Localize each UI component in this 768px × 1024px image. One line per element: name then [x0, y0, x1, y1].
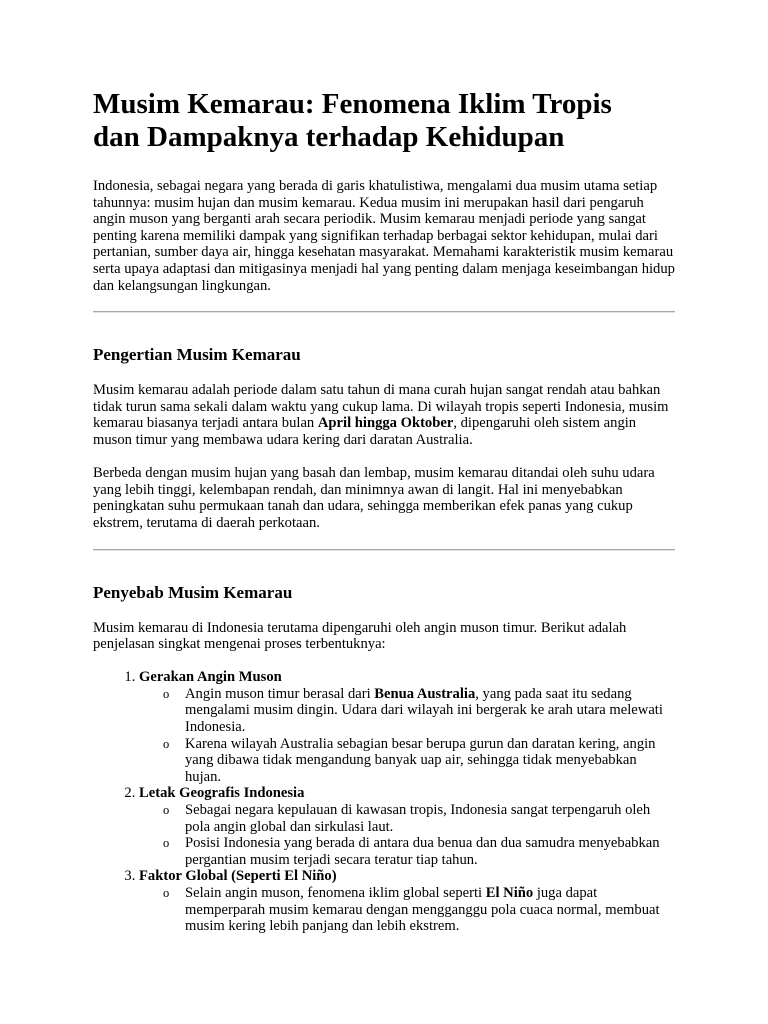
cause-point: o Sebagai negara kepulauan di kawasan tropis, Indonesia sangat terpengaruh oleh pola angin global dan sirkulasi laut. — [185, 802, 675, 835]
cause-point — [185, 885, 675, 935]
cause-point: o Karena wilayah Australia sebagian besar berupa gurun dan daratan kering, angin yang dibawa tidak mengandung banyak uap air, sehingga tidak menyebabkan hujan. — [185, 736, 675, 786]
page-title — [93, 88, 675, 154]
cause-point-text-before: Selain angin muson, fenomena iklim global seperti — [185, 885, 486, 901]
pengertian-paragraph-1 — [93, 382, 675, 448]
penyebab-paragraph-1: Musim kemarau di Indonesia terutama dipengaruhi oleh angin muson timur. Berikut adalah penjelasan singkat mengenai proses terbentuknya: — [93, 619, 627, 653]
pengertian-text-after: , dipengaruhi oleh sistem angin muson timur yang membawa udara kering dari daratan Australia. — [93, 415, 637, 448]
causes-list — [93, 669, 675, 935]
page-title-line-1: Musim Kemarau: Fenomena Iklim Tropis — [93, 88, 612, 120]
cause-points — [139, 802, 675, 868]
pengertian-text-before: Musim kemarau adalah periode dalam satu tahun di mana curah hujan sangat rendah atau bahkan tidak turun sama sekali dalam waktu yang cukup lama. Di wilayah tropis seperti Indonesia, musim kemarau biasanya terjadi antara bulan — [93, 382, 669, 432]
section-divider — [93, 311, 675, 313]
pengertian-paragraph-2: Berbeda dengan musim hujan yang basah dan lembap, musim kemarau ditandai oleh suhu udara yang lebih tinggi, kelembapan rendah, dan minimnya awan di langit. Hal ini menyebabkan peningkatan suhu permukaan tanah dan udara, sehingga memberikan efek panas yang cukup ekstrem, terutama di daerah perkotaan. — [93, 465, 655, 531]
cause-title: Letak Geografis Indonesia — [139, 785, 305, 802]
cause-title: Gerakan Angin Muson — [139, 669, 282, 686]
section-heading-pengertian: Pengertian Musim Kemarau — [93, 345, 301, 365]
section-divider — [93, 549, 675, 551]
cause-point-text-before: Angin muson timur berasal dari — [185, 685, 375, 702]
cause-item — [139, 868, 675, 934]
cause-item — [139, 669, 675, 785]
cause-title: Faktor Global (Seperti El Niño) — [139, 868, 337, 885]
cause-point-text-after: juga dapat memperparah musim kemarau dengan mengganggu pola cuaca normal, membuat musim kering lebih panjang dan lebih ekstrem. — [185, 885, 660, 935]
cause-item — [139, 785, 675, 868]
section-heading-penyebab: Penyebab Musim Kemarau — [93, 582, 293, 602]
cause-point: o Posisi Indonesia yang berada di antara dua benua dan dua samudra menyebabkan pergantian musim terjadi secara teratur tiap tahun. — [185, 835, 675, 868]
cause-point — [185, 686, 675, 736]
pengertian-bold-months: April hingga Oktober — [317, 415, 454, 432]
cause-point-text-after: , yang pada saat itu sedang mengalami musim dingin. Udara dari wilayah ini bergerak ke arah utara melewati Indonesia. — [185, 685, 663, 736]
cause-point-bold: El Niño — [485, 885, 534, 901]
cause-points — [139, 686, 675, 786]
page-title-line-2: dan Dampaknya terhadap Kehidupan — [93, 121, 565, 153]
cause-points — [139, 885, 675, 935]
intro-paragraph: Indonesia, sebagai negara yang berada di garis khatulistiwa, mengalami dua musim utama setiap tahunnya: musim hujan dan musim kemarau. Kedua musim ini merupakan hasil dari pengaruh angin muson yang berganti arah secara periodik. Musim kemarau menjadi periode yang sangat penting karena memiliki dampak yang signifikan terhadap berbagai sektor kehidupan, mulai dari pertanian, sumber daya air, hingga kesehatan masyarakat. Memahami karakteristik musim kemarau serta upaya adaptasi dan mitigasinya menjadi hal yang penting dalam menjaga keseimbangan hidup dan kelangsungan lingkungan. — [93, 178, 675, 294]
cause-point-bold: Benua Australia — [374, 685, 476, 702]
